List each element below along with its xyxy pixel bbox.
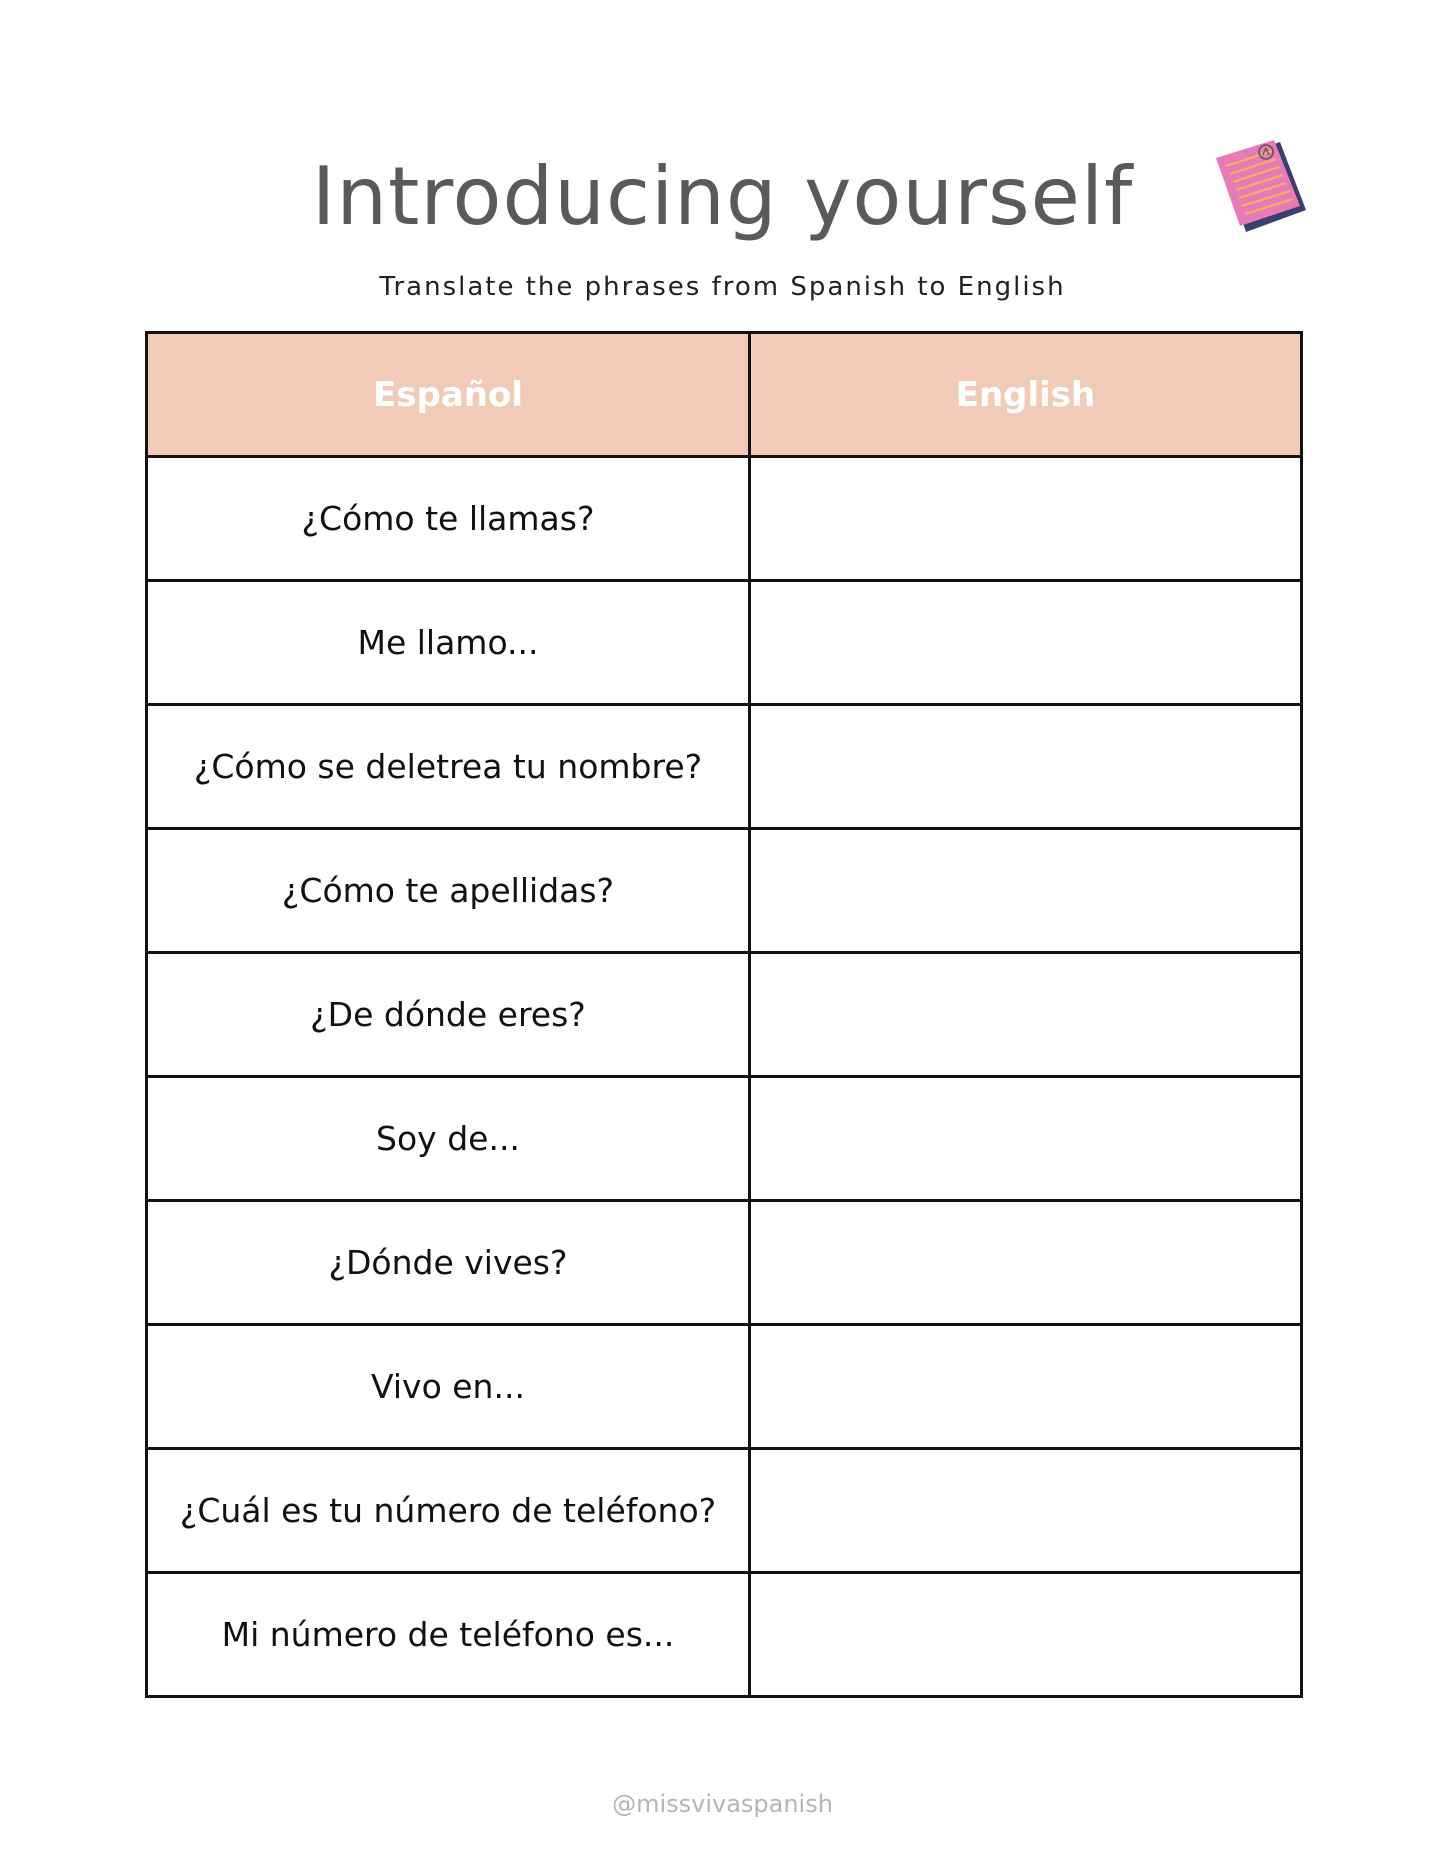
spanish-phrase: ¿Dónde vives? [147, 1201, 750, 1325]
table-row [147, 953, 1302, 1077]
column-header-espanol: Español [147, 333, 750, 457]
spanish-phrase: Vivo en... [147, 1325, 750, 1449]
table-row [147, 1325, 1302, 1449]
column-header-english: English [750, 333, 1302, 457]
spanish-phrase: Me llamo... [147, 581, 750, 705]
english-answer-cell[interactable] [750, 1077, 1302, 1201]
notebook-icon [1210, 140, 1310, 255]
instructions-subtitle: Translate the phrases from Spanish to English [379, 272, 1066, 302]
english-answer-cell[interactable] [750, 1573, 1302, 1697]
page-title: Introducing yourself [311, 150, 1134, 243]
english-answer-cell[interactable] [750, 1449, 1302, 1573]
spanish-phrase: Soy de... [147, 1077, 750, 1201]
table-row [147, 581, 1302, 705]
phrase-table [145, 331, 1303, 1698]
table-row [147, 829, 1302, 953]
english-answer-cell[interactable] [750, 581, 1302, 705]
english-answer-cell[interactable] [750, 705, 1302, 829]
spanish-phrase: ¿Cómo te apellidas? [147, 829, 750, 953]
spanish-phrase: ¿Cuál es tu número de teléfono? [147, 1449, 750, 1573]
spanish-phrase: ¿Cómo se deletrea tu nombre? [147, 705, 750, 829]
english-answer-cell[interactable] [750, 953, 1302, 1077]
table-row [147, 457, 1302, 581]
spanish-phrase: ¿De dónde eres? [147, 953, 750, 1077]
english-answer-cell[interactable] [750, 1201, 1302, 1325]
table-row [147, 1449, 1302, 1573]
table-header-row [147, 333, 1302, 457]
table-row [147, 1201, 1302, 1325]
table-row [147, 1573, 1302, 1697]
table-row [147, 1077, 1302, 1201]
spanish-phrase: ¿Cómo te llamas? [147, 457, 750, 581]
footer-credit: @missvivaspanish [612, 1790, 833, 1818]
english-answer-cell[interactable] [750, 829, 1302, 953]
spanish-phrase: Mi número de teléfono es... [147, 1573, 750, 1697]
table-row [147, 705, 1302, 829]
english-answer-cell[interactable] [750, 457, 1302, 581]
english-answer-cell[interactable] [750, 1325, 1302, 1449]
